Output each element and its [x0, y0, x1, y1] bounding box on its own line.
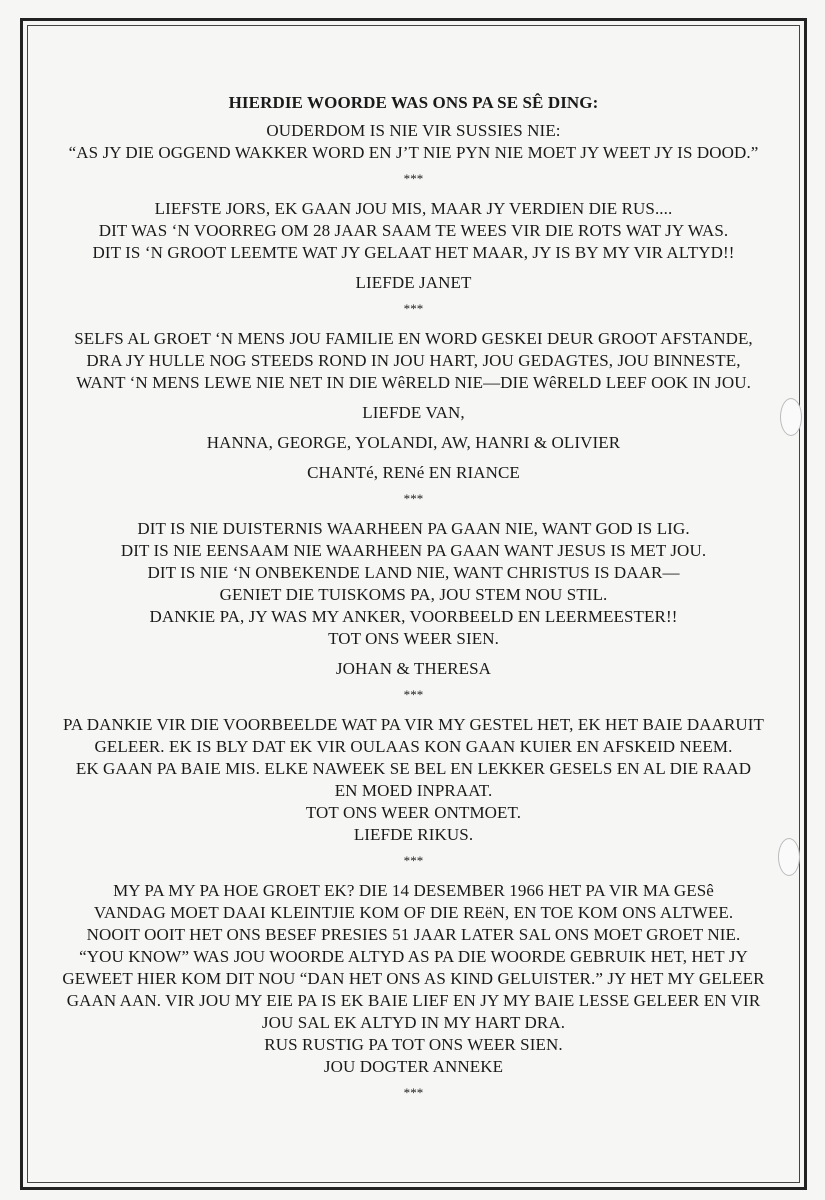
separator: *** — [403, 853, 424, 868]
anneke-line: MY PA MY PA HOE GROET EK? DIE 14 DESEMBER 1966 HET PA VIR MA GESê — [113, 881, 714, 900]
anneke-line: NOOIT OOIT HET ONS BESEF PRESIES 51 JAAR LATER SAL ONS MOET GROET NIE. — [86, 925, 741, 944]
separator: *** — [403, 1085, 424, 1100]
separator: *** — [403, 301, 424, 316]
family-line: WANT ‘N MENS LEWE NIE NET IN DIE WêRELD NIE—DIE WêRELD LEEF OOK IN JOU. — [76, 373, 751, 392]
rikus-line: PA DANKIE VIR DIE VOORBEELDE WAT PA VIR MY GESTEL HET, EK HET BAIE DAARUIT — [62, 715, 765, 734]
page-heading: HIERDIE WOORDE WAS ONS PA SE SÊ DING: — [228, 93, 599, 112]
separator: *** — [403, 687, 424, 702]
johan-line: DIT IS NIE DUISTERNIS WAARHEEN PA GAAN NIE, WANT GOD IS LIG. — [137, 519, 690, 538]
family-names: CHANTé, RENé EN RIANCE — [307, 463, 520, 482]
rikus-line: EK GAAN PA BAIE MIS. ELKE NAWEEK SE BEL EN LEKKER GESELS EN AL DIE RAAD — [75, 759, 752, 778]
anneke-signature: JOU DOGTER ANNEKE — [323, 1057, 504, 1076]
tribute-text — [36, 92, 791, 1112]
family-signature: LIEFDE VAN, — [362, 403, 465, 422]
rikus-line: TOT ONS WEER ONTMOET. — [305, 803, 522, 822]
anneke-line: GEWEET HIER KOM DIT NOU “DAN HET ONS AS KIND GELUISTER.” JY HET MY GELEER — [62, 969, 765, 988]
quote-line: OUDERDOM IS NIE VIR SUSSIES NIE: — [266, 121, 561, 140]
separator: *** — [403, 171, 424, 186]
anneke-line: GAAN AAN. VIR JOU MY EIE PA IS EK BAIE LIEF EN JY MY BAIE LESSE GELEER EN VIR — [66, 991, 761, 1010]
family-names: HANNA, GEORGE, YOLANDI, AW, HANRI & OLIVIER — [206, 433, 621, 452]
anneke-line: RUS RUSTIG PA TOT ONS WEER SIEN. — [264, 1035, 563, 1054]
johan-line: DIT IS NIE EENSAAM NIE WAARHEEN PA GAAN WANT JESUS IS MET JOU. — [120, 541, 707, 560]
johan-signature: JOHAN & THERESA — [335, 659, 492, 678]
anneke-line: “YOU KNOW” WAS JOU WOORDE ALTYD AS PA DIE WOORDE GEBRUIK HET, HET JY — [79, 947, 748, 966]
quote-line: “AS JY DIE OGGEND WAKKER WORD EN J’T NIE PYN NIE MOET JY WEET JY IS DOOD.” — [68, 143, 759, 162]
johan-line: DIT IS NIE ‘N ONBEKENDE LAND NIE, WANT CHRISTUS IS DAAR— — [147, 563, 680, 582]
family-line: SELFS AL GROET ‘N MENS JOU FAMILIE EN WORD GESKEI DEUR GROOT AFSTANDE, — [74, 329, 753, 348]
johan-line: TOT ONS WEER SIEN. — [328, 629, 499, 648]
janet-line: DIT IS ‘N GROOT LEEMTE WAT JY GELAAT HET MAAR, JY IS BY MY VIR ALTYD!! — [92, 243, 735, 262]
janet-line: LIEFSTE JORS, EK GAAN JOU MIS, MAAR JY VERDIEN DIE RUS.... — [154, 199, 673, 218]
rikus-line: EN MOED INPRAAT. — [334, 781, 493, 800]
rikus-signature: LIEFDE RIKUS. — [353, 825, 474, 844]
johan-line: GENIET DIE TUISKOMS PA, JOU STEM NOU STIL. — [219, 585, 608, 604]
janet-signature: LIEFDE JANET — [355, 273, 472, 292]
anneke-line: JOU SAL EK ALTYD IN MY HART DRA. — [261, 1013, 566, 1032]
rikus-line: GELEER. EK IS BLY DAT EK VIR OULAAS KON GAAN KUIER EN AFSKEID NEEM. — [94, 737, 733, 756]
anneke-line: VANDAG MOET DAAI KLEINTJIE KOM OF DIE REëN, EN TOE KOM ONS ALTWEE. — [93, 903, 734, 922]
johan-line: DANKIE PA, JY WAS MY ANKER, VOORBEELD EN LEERMEESTER!! — [149, 607, 678, 626]
separator: *** — [403, 491, 424, 506]
family-line: DRA JY HULLE NOG STEEDS ROND IN JOU HART, JOU GEDAGTES, JOU BINNESTE, — [86, 351, 741, 370]
janet-line: DIT WAS ‘N VOORREG OM 28 JAAR SAAM TE WEES VIR DIE ROTS WAT JY WAS. — [98, 221, 729, 240]
